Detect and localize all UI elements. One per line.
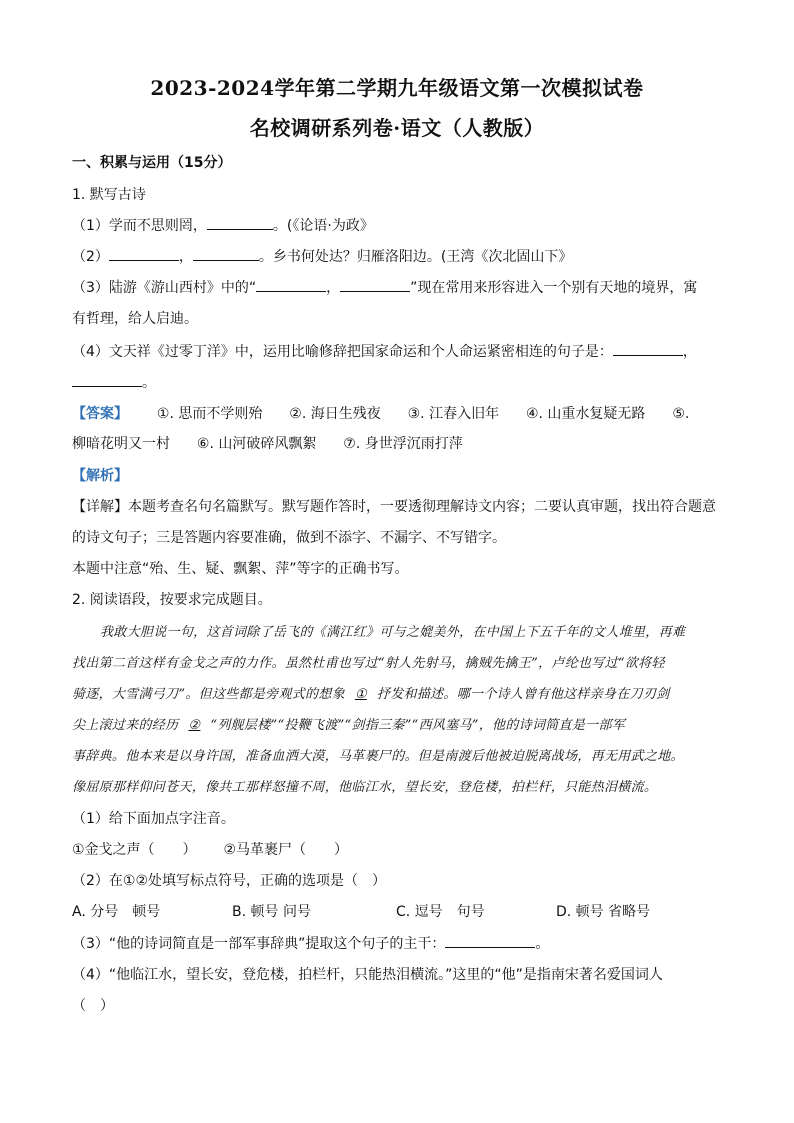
item-text: （3）陆游《游山西村》中的“ bbox=[72, 280, 257, 296]
page-title: 2023-2024学年第二学期九年级语文第一次模拟试卷 bbox=[150, 76, 644, 100]
passage-text: 骑逐，大雪满弓刀”。但这些都是旁观式的想象 bbox=[72, 687, 345, 702]
item-text: ， bbox=[178, 249, 193, 265]
option-d[interactable]: D. 顿号 省略号 bbox=[556, 904, 651, 920]
analysis-paragraph-2: 的诗文句子；三是答题内容要准确，做到不添字、不漏字、不写错字。 bbox=[72, 530, 506, 546]
item-text: （2） bbox=[72, 249, 109, 265]
passage-line-2: 找出第二首这样有金戈之声的力作。虽然杜甫也写过“射人先射马，擒贼先擒王”，卢纶也写过“欲将轻 bbox=[72, 656, 665, 671]
answer-blank[interactable] bbox=[72, 372, 142, 387]
section-heading: 一、积累与运用（15分） bbox=[72, 155, 232, 171]
question-1-item-2 bbox=[72, 246, 722, 266]
answer-item: ⑦. 身世浮沉雨打萍 bbox=[343, 436, 463, 452]
sub-question-1-items bbox=[72, 839, 722, 859]
punctuation-slot-1[interactable]: ① bbox=[354, 687, 367, 702]
question-1-item-1 bbox=[72, 215, 722, 235]
option-b[interactable]: B. 顿号 问号 bbox=[232, 904, 311, 920]
item-text: 。(《论语·为政》 bbox=[272, 218, 374, 234]
item-text: 。 bbox=[535, 936, 550, 952]
answer-item: ③. 江春入旧年 bbox=[407, 406, 500, 422]
passage-line-3 bbox=[72, 683, 722, 702]
answer-line-1 bbox=[72, 403, 722, 423]
answer-tag: 【答案】 bbox=[72, 406, 128, 422]
answer-item: ①. 思而不学则殆 bbox=[156, 406, 263, 422]
analysis-tag: 【解析】 bbox=[72, 468, 128, 484]
answer-item: ②. 海日生残夜 bbox=[289, 406, 381, 422]
answer-blank[interactable] bbox=[340, 277, 410, 292]
answer-blank[interactable] bbox=[193, 246, 259, 261]
item-text: ， bbox=[326, 280, 341, 296]
pinyin-item: ②马革裹尸（ ） bbox=[223, 842, 349, 858]
punctuation-slot-2[interactable]: ② bbox=[188, 718, 201, 733]
answer-blank[interactable] bbox=[256, 277, 326, 292]
option-c[interactable]: C. 逗号 句号 bbox=[396, 904, 485, 920]
answer-line-2 bbox=[72, 433, 722, 453]
sub-question-2: （2）在①②处填写标点符号，正确的选项是（ ） bbox=[72, 873, 387, 889]
answer-item: ⑤. bbox=[672, 406, 690, 422]
item-text: （3）“他的诗词简直是一部军事辞典”提取这个句子的主干： bbox=[72, 936, 446, 952]
passage-line-4 bbox=[72, 714, 722, 733]
sub-question-2-options bbox=[72, 901, 722, 921]
item-text: （4）文天祥《过零丁洋》中，运用比喻修辞把国家命运和个人命运紧密相连的句子是： bbox=[72, 344, 613, 360]
sub-question-3 bbox=[72, 933, 722, 953]
passage-line-5: 事辞典。他本来是以身许国，准备血洒大漠，马革裹尸的。但是南渡后他被迫脱离战场，再无用武之地。 bbox=[72, 749, 684, 764]
answer-item: ④. 山重水复疑无路 bbox=[525, 406, 646, 422]
answer-blank[interactable] bbox=[613, 341, 683, 356]
question-1-item-4 bbox=[72, 341, 722, 361]
sub-question-4: （4）“他临江水，望长安，登危楼，拍栏杆，只能热泪横流。”这里的“他”是指南宋著名爱国词人 bbox=[72, 967, 663, 983]
item-text: 。乡书何处达？归雁洛阳边。(王湾《次北固山下》 bbox=[258, 249, 573, 265]
analysis-paragraph-1: 【详解】本题考查名句名篇默写。默写题作答时，一要透彻理解诗文内容；二要认真审题，找出符合题意 bbox=[72, 499, 716, 515]
answer-blank[interactable] bbox=[445, 933, 535, 948]
item-text: ”现在常用来形容进入一个别有天地的境界，寓 bbox=[410, 280, 698, 296]
question-2-title: 2. 阅读语段，按要求完成题目。 bbox=[72, 592, 272, 608]
item-text: （1）学而不思则罔， bbox=[72, 218, 207, 234]
analysis-tag-line bbox=[72, 465, 722, 485]
question-1-item-3 bbox=[72, 277, 722, 297]
pinyin-item: ①金戈之声（ ） bbox=[72, 842, 197, 858]
passage-line-1: 我敢大胆说一句，这首词除了岳飞的《满江红》可与之媲美外，在中国上下五千年的文人堆里，再难 bbox=[100, 625, 686, 640]
question-1-item-4-cont bbox=[72, 372, 722, 392]
answer-blank[interactable] bbox=[207, 215, 273, 230]
option-a[interactable]: A. 分号 顿号 bbox=[72, 904, 161, 920]
page-subtitle: 名校调研系列卷·语文（人教版） bbox=[249, 116, 545, 140]
item-text: 。 bbox=[142, 375, 156, 391]
question-1-title: 1. 默写古诗 bbox=[72, 187, 146, 203]
item-text: ， bbox=[682, 344, 697, 360]
sub-question-1: （1）给下面加点字注音。 bbox=[72, 811, 235, 827]
answer-item: ⑥. 山河破碎风飘絮 bbox=[196, 436, 317, 452]
passage-line-6: 像屈原那样仰问苍天，像共工那样怒撞不周，他临江水，望长安，登危楼，拍栏杆，只能热泪横流。 bbox=[72, 780, 658, 795]
question-1-item-3-cont: 有哲理，给人启迪。 bbox=[72, 311, 198, 327]
passage-text: “列舰层楼”“投鞭飞渡”“剑指三秦”“西风塞马”，他的诗词简直是一部军 bbox=[210, 718, 626, 733]
analysis-paragraph-3: 本题中注意“殆、生、疑、飘絮、萍”等字的正确书写。 bbox=[72, 561, 409, 577]
answer-blank[interactable] bbox=[109, 246, 179, 261]
answer-item: 柳暗花明又一村 bbox=[72, 436, 170, 452]
sub-question-4-blank[interactable]: （ ） bbox=[72, 998, 114, 1014]
passage-text: 尖上滚过来的经历 bbox=[72, 718, 179, 733]
passage-text: 抒发和描述。哪一个诗人曾有他这样亲身在刀刃剑 bbox=[376, 687, 670, 702]
